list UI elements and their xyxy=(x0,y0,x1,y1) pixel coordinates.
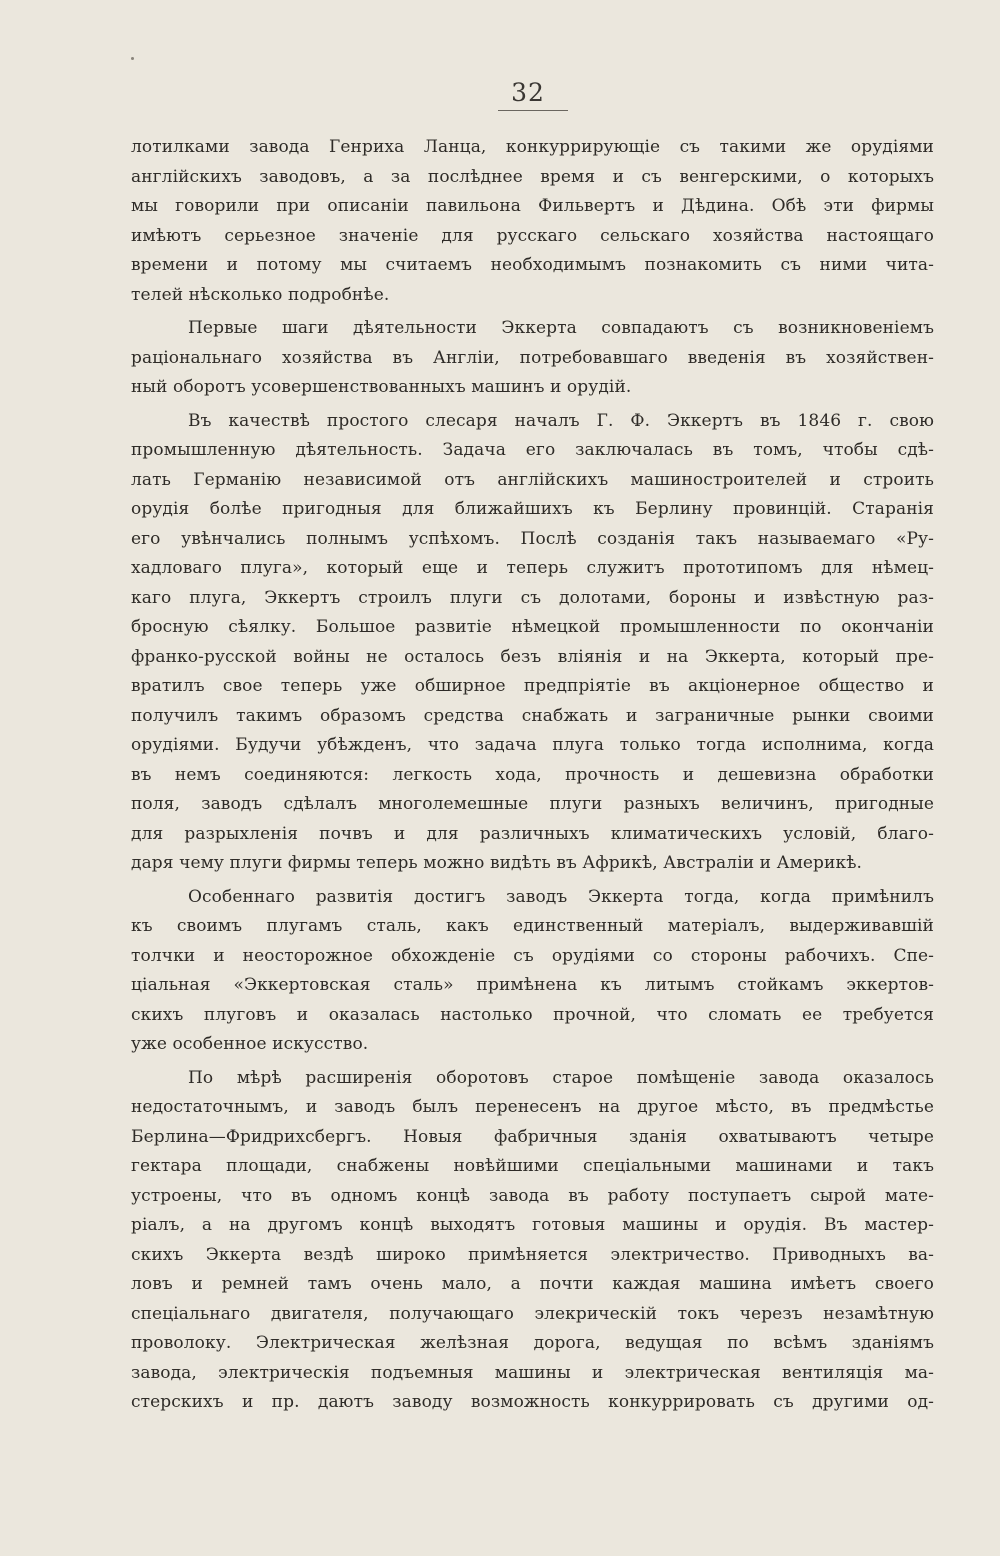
text-line: раціональнаго хозяйства въ Англіи, потребовавшаго введенія въ хозяйствен- xyxy=(131,347,934,368)
text-line: ріалъ, а на другомъ концѣ выходятъ готовыя машины и орудія. Въ мастер- xyxy=(131,1215,934,1235)
text-line: скихъ плуговъ и оказалась настолько прочной, что сломать ее требуется xyxy=(131,1004,934,1025)
text-line: Особеннаго развитія достигъ заводъ Эккерта тогда, когда примѣнилъ xyxy=(188,886,934,907)
text-line: хадловаго плуга», который еще и теперь служитъ прототипомъ для нѣмец- xyxy=(131,558,934,578)
text-line: проволоку. Электрическая желѣзная дорога, ведущая по всѣмъ зданіямъ xyxy=(131,1333,934,1353)
text-line: даря чему плуги фирмы теперь можно видѣть въ Африкѣ, Австраліи и Америкѣ. xyxy=(131,853,863,873)
text-line: мы говорили при описаніи павильона Фильвертъ и Дѣдина. Обѣ эти фирмы xyxy=(131,196,934,216)
text-line: Первые шаги дѣятельности Эккерта совпадаютъ съ возникновеніемъ xyxy=(188,318,934,338)
text-line: ный оборотъ усовершенствованныхъ машинъ и орудій. xyxy=(131,377,632,397)
text-line: лотилками завода Генриха Ланца, конкуррирующіе съ такими же орудіями xyxy=(131,137,934,157)
paragraph xyxy=(131,133,934,310)
text-line: телей нѣсколько подробнѣе. xyxy=(131,284,390,305)
paragraph xyxy=(131,407,934,879)
page-number: 32 xyxy=(511,78,545,107)
text-line: уже особенное искусство. xyxy=(131,1034,369,1054)
body-text xyxy=(131,133,934,1418)
text-line: орудіями. Будучи убѣжденъ, что задача плуга только тогда исполнима, когда xyxy=(131,735,934,755)
text-line: орудія болѣе пригодныя для ближайшихъ къ Берлину провинцій. Старанія xyxy=(131,499,934,519)
text-line: въ немъ соединяются: легкость хода, прочность и дешевизна обработки xyxy=(131,764,934,785)
text-line: ловъ и ремней тамъ очень мало, а почти каждая машина имѣетъ своего xyxy=(131,1274,934,1294)
text-line: лать Германію независимой отъ англійскихъ машиностроителей и строить xyxy=(131,469,934,490)
text-line: времени и потому мы считаемъ необходимымъ познакомить съ ними чита- xyxy=(131,255,934,275)
text-line: ціальная «Эккертовская сталь» примѣнена къ литымъ стойкамъ эккертов- xyxy=(131,975,934,995)
text-line: толчки и неосторожное обхожденіе съ орудіями со стороны рабочихъ. Спе- xyxy=(131,945,934,966)
paragraph xyxy=(131,1064,934,1418)
text-line: Въ качествѣ простого слесаря началъ Г. Ф. Эккертъ въ 1846 г. свою xyxy=(188,410,934,431)
text-line: каго плуга, Эккертъ строилъ плуги съ долотами, бороны и извѣстную раз- xyxy=(131,587,934,608)
text-line: его увѣнчались полнымъ успѣхомъ. Послѣ созданія такъ называемаго «Ру- xyxy=(131,528,934,549)
text-line: англійскихъ заводовъ, а за послѣднее время и съ венгерскими, о которыхъ xyxy=(131,166,934,187)
text-line: устроены, что въ одномъ концѣ завода въ работу поступаетъ сырой мате- xyxy=(131,1185,934,1206)
paragraph xyxy=(131,883,934,1060)
text-line: стерскихъ и пр. даютъ заводу возможность конкуррировать съ другими од- xyxy=(131,1392,934,1412)
text-line: Берлина—Фридрихсбергъ. Новыя фабричныя зданія охватываютъ четыре xyxy=(131,1126,934,1147)
text-line: поля, заводъ сдѣлалъ многолемешные плуги разныхъ величинъ, пригодные xyxy=(131,794,934,814)
text-line: франко-русской войны не осталось безъ вліянія и на Эккерта, который пре- xyxy=(131,646,934,667)
text-line: къ своимъ плугамъ сталь, какъ единственный матеріалъ, выдерживавшій xyxy=(131,916,934,936)
text-line: гектара площади, снабжены новѣйшими спеціальными машинами и такъ xyxy=(131,1156,934,1176)
paper-speck xyxy=(131,57,134,60)
text-line: спеціальнаго двигателя, получающаго элекрическій токъ черезъ незамѣтную xyxy=(131,1303,934,1324)
text-line: для разрыхленія почвъ и для различныхъ климатическихъ условій, благо- xyxy=(131,823,934,844)
text-line: скихъ Эккерта вездѣ широко примѣняется электричество. Приводныхъ ва- xyxy=(131,1244,934,1265)
paragraph xyxy=(131,314,934,403)
text-line: завода, электрическія подъемныя машины и электрическая вентиляція ма- xyxy=(131,1362,934,1383)
text-line: По мѣрѣ расширенія оборотовъ старое помѣщеніе завода оказалось xyxy=(188,1067,934,1088)
text-line: имѣютъ серьезное значеніе для русскаго сельскаго хозяйства настоящаго xyxy=(131,225,934,246)
text-line: недостаточнымъ, и заводъ былъ перенесенъ на другое мѣсто, въ предмѣстье xyxy=(131,1097,934,1117)
text-line: бросную сѣялку. Большое развитіе нѣмецкой промышленности по окончаніи xyxy=(131,617,934,637)
text-line: вратилъ свое теперь уже обширное предпріятіе въ акціонерное общество и xyxy=(131,676,934,696)
page-number-rule xyxy=(498,110,568,111)
text-line: промышленную дѣятельность. Задача его заключалась въ томъ, чтобы сдѣ- xyxy=(131,440,934,460)
text-line: получилъ такимъ образомъ средства снабжать и заграничные рынки своими xyxy=(131,705,934,726)
